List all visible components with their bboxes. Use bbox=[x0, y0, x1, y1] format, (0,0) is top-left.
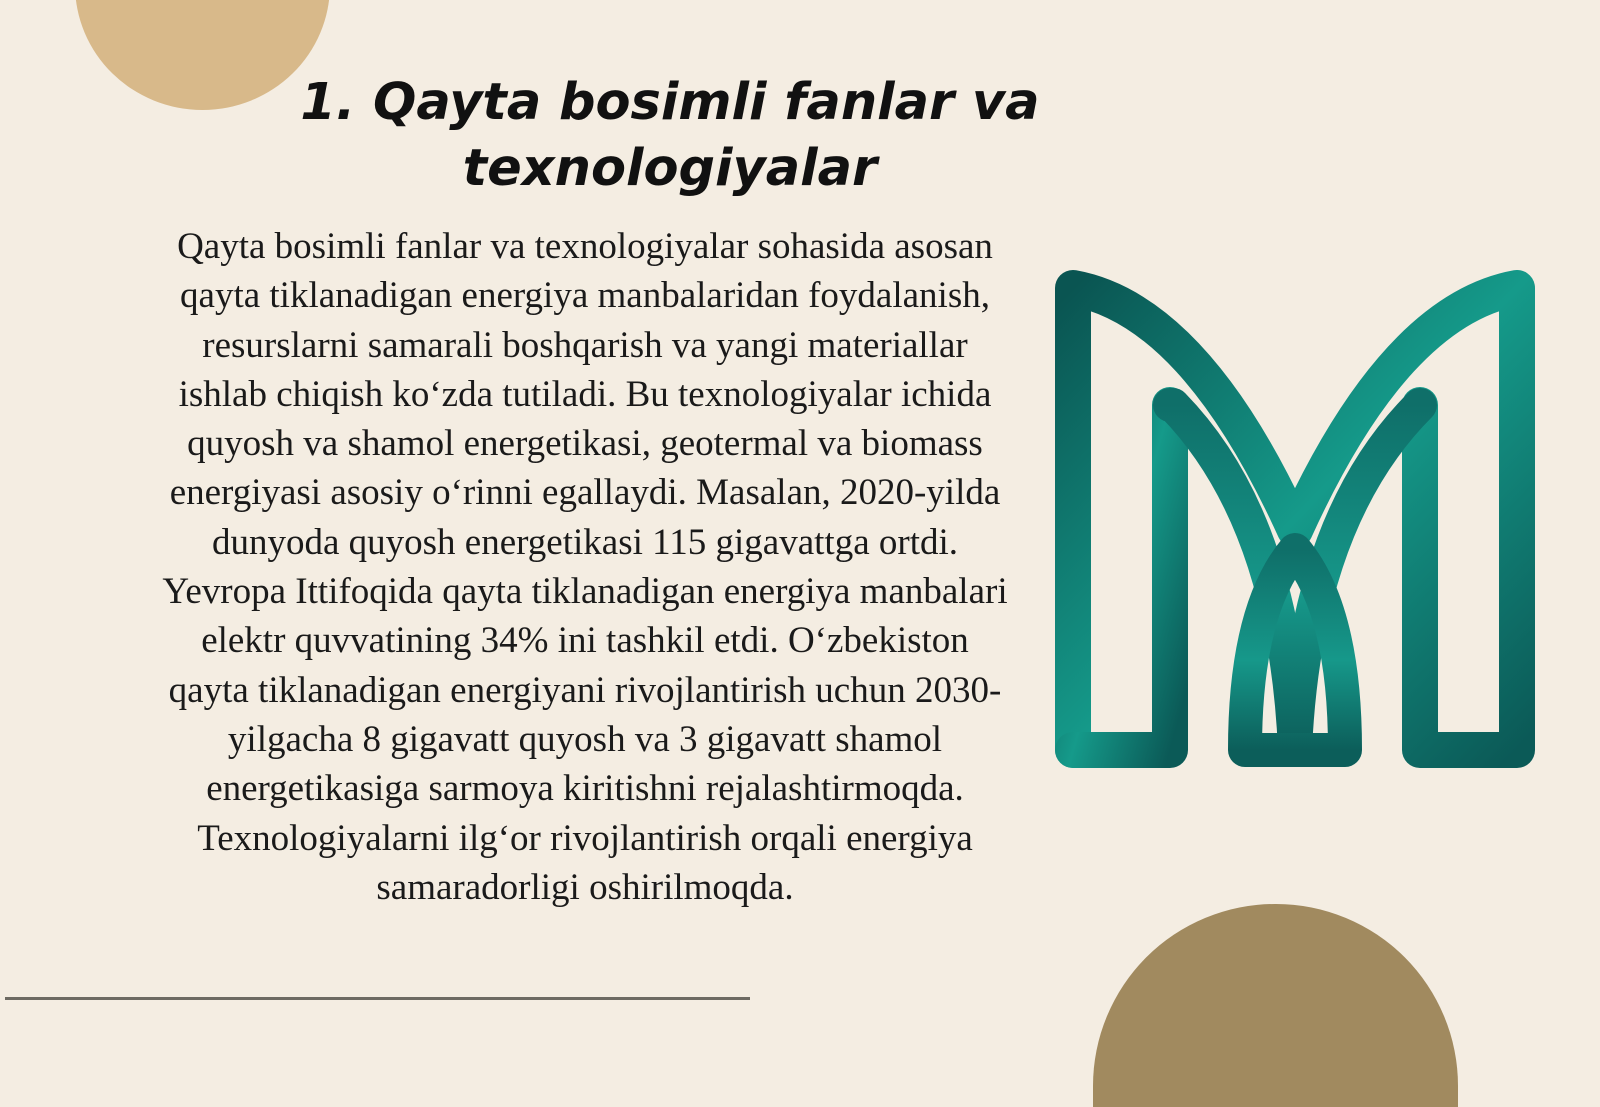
slide-title: 1. Qayta bosimli fanlar va texnologiyalar bbox=[300, 73, 1040, 198]
divider-line bbox=[5, 997, 750, 1000]
slide-body-text: Qayta bosimli fanlar va texnologiyalar sohasida asosan qayta tiklanadigan energiya manbalaridan foydalanish, resurslarni samarali boshqarish va yangi materiallar ishlab chiqish ko‘zda tutiladi. Bu texnologiyalar ichida quyosh va shamol energetikasi, geotermal va biomass energiyasi asosiy o‘rinni egallaydi. Masalan, 2020-yilda dunyoda quyosh energetikasi 115 gigavattga ortdi. Yevropa Ittifoqida qayta tiklanadigan energiya manbalari elektr quvvatining 34% ini tashkil etdi. O‘zbekiston qayta tiklanadigan energiyani rivojlantirish uchun 2030-yilgacha 8 gigavatt quyosh va 3 gigavatt shamol energetikasiga sarmoya kiritishni rejalashtirmoqda. Texnologiyalarni ilg‘or rivojlantirish orqali energiya samaradorligi oshirilmoqda. bbox=[162, 226, 1008, 908]
m-monogram-logo-icon bbox=[1055, 270, 1535, 775]
decorative-arch bbox=[1093, 904, 1458, 1107]
